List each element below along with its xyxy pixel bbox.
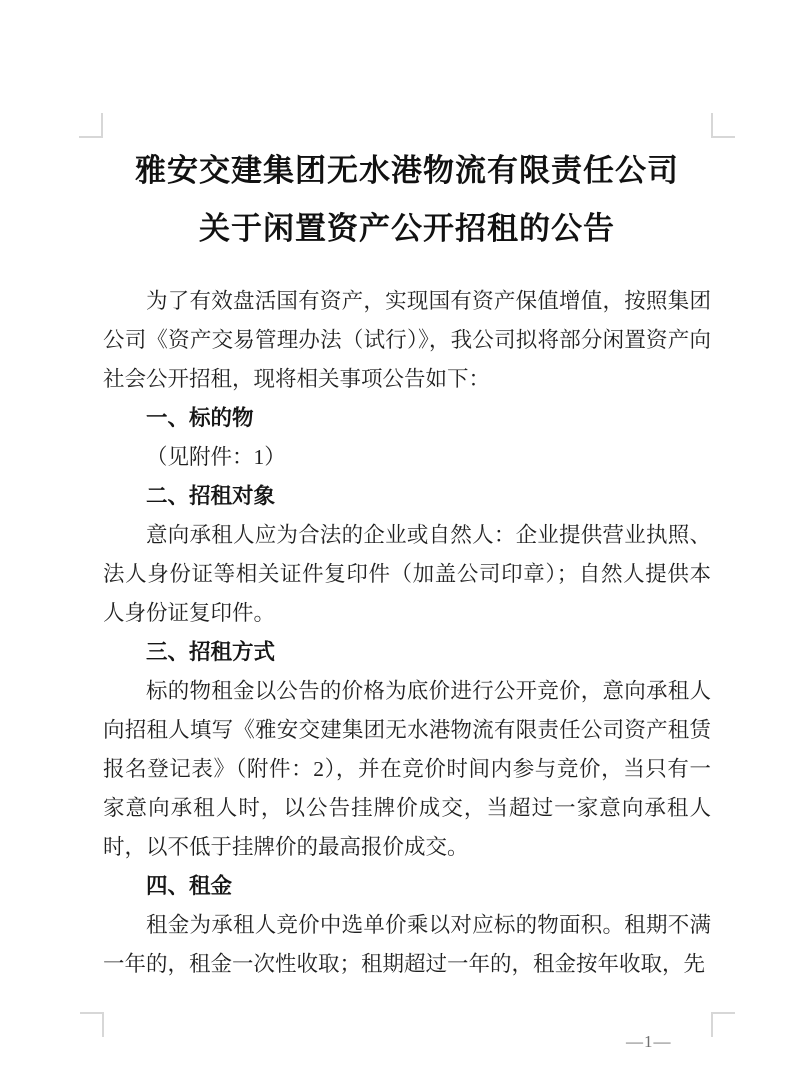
- title-line-2: 关于闲置资产公开招租的公告: [199, 211, 615, 246]
- title-line-1: 雅安交建集团无水港物流有限责任公司: [135, 153, 679, 188]
- document-content: [103, 142, 711, 984]
- crop-mark-top-left: [79, 113, 103, 138]
- crop-mark-bottom-left: [80, 1012, 104, 1037]
- page-number: —1—: [626, 1032, 672, 1051]
- document-body: [103, 282, 711, 984]
- paragraph-attachment-ref: （见附件：1）: [146, 445, 286, 469]
- section-heading-2: 二、招租对象: [146, 484, 276, 508]
- paragraph-audience: 意向承租人应为合法的企业或自然人：企业提供营业执照、法人身份证等相关证件复印件（加盖公司印章）；自然人提供本人身份证复印件。: [103, 523, 711, 625]
- section-heading-3: 三、招租方式: [146, 640, 276, 664]
- paragraph-intro: 为了有效盘活国有资产，实现国有资产保值增值，按照集团公司《资产交易管理办法（试行）》，我公司拟将部分闲置资产向社会公开招租，现将相关事项公告如下：: [103, 289, 711, 391]
- paragraph-method: 标的物租金以公告的价格为底价进行公开竞价，意向承租人向招租人填写《雅安交建集团无水港物流有限责任公司资产租赁报名登记表》（附件：2），并在竞价时间内参与竞价，当只有一家意向承租人时，以公告挂牌价成交，当超过一家意向承租人时，以不低于挂牌价的最高报价成交。: [103, 679, 711, 859]
- document-title: [103, 142, 711, 258]
- crop-mark-top-right: [711, 113, 735, 138]
- paragraph-rent: 租金为承租人竞价中选单价乘以对应标的物面积。租期不满一年的，租金一次性收取；租期超过一年的，租金按年收取，先: [103, 913, 711, 976]
- section-heading-1: 一、标的物: [146, 406, 254, 430]
- section-heading-4: 四、租金: [146, 874, 233, 898]
